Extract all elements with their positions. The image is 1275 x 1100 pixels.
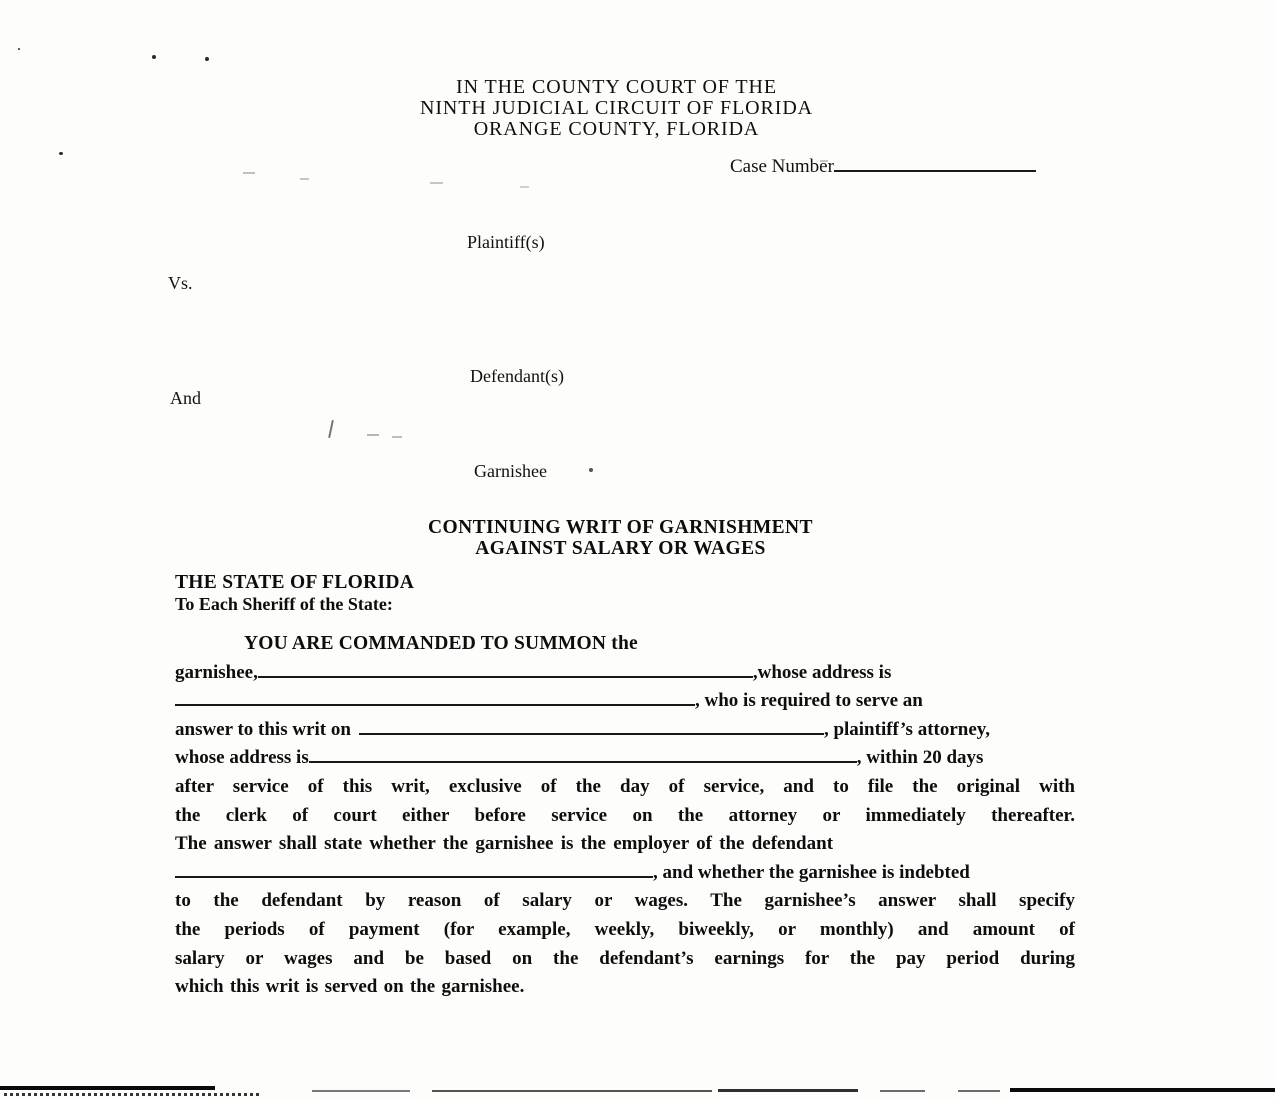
scan-artifact <box>430 182 443 184</box>
indebted-suffix-text: , and whether the garnishee is indebted <box>653 861 970 883</box>
scan-edge-line <box>0 1086 215 1090</box>
scan-artifact <box>152 55 156 59</box>
answer-prefix-text: answer to this writ on <box>175 718 351 740</box>
attorney-name-blank <box>359 719 824 735</box>
writ-body <box>175 630 1075 1002</box>
scan-artifact <box>59 152 63 155</box>
scan-edge-line <box>958 1090 1000 1092</box>
attorney-address-blank <box>309 747 857 763</box>
scan-edge-line <box>432 1090 712 1092</box>
clerk-filing-line: the clerk of court either before service on the attorney or immediately thereafter. <box>175 804 1075 826</box>
scan-artifact <box>589 468 593 472</box>
vs-label: Vs. <box>168 273 193 293</box>
defendant-label: Defendant(s) <box>470 366 564 386</box>
court-header-line-2: NINTH JUDICIAL CIRCUIT OF FLORIDA <box>419 97 814 119</box>
scan-artifact <box>820 160 828 162</box>
attorney-address-suffix-text: , within 20 days <box>856 747 984 769</box>
employer-statement-line: The answer shall state whether the garnishee is the employer of the defendant <box>175 833 834 855</box>
payment-periods-line: the periods of payment (for example, weekly, biweekly, or monthly) and amount of <box>175 918 1075 940</box>
scan-edge-line <box>312 1090 410 1092</box>
served-line: which this writ is served on the garnishee. <box>175 976 525 998</box>
court-header <box>0 77 1254 140</box>
answer-suffix-text: , plaintiff’s attorney, <box>823 718 990 740</box>
document-title <box>0 517 1258 559</box>
defendant-name-line <box>175 859 1075 888</box>
scan-artifact <box>328 420 334 438</box>
scan-artifact <box>243 172 255 174</box>
garnishee-name-blank <box>258 662 753 678</box>
plaintiff-label: Plaintiff(s) <box>467 232 545 252</box>
summon-command-line: YOU ARE COMMANDED TO SUMMON the <box>244 633 638 654</box>
scan-artifact <box>205 57 209 61</box>
scan-artifact <box>367 434 379 436</box>
indebted-line: to the defendant by reason of salary or wages. The garnishee’s answer shall specify <box>175 890 1075 912</box>
document-title-line-1: CONTINUING WRIT OF GARNISHMENT <box>428 517 813 538</box>
attorney-address-line <box>175 744 1075 773</box>
service-terms-line: after service of this writ, exclusive of the day of service, and to file the original with <box>175 775 1075 797</box>
case-number-blank <box>834 156 1036 172</box>
garnishee-label: Garnishee <box>474 461 547 481</box>
answer-to-writ-line <box>175 716 1075 745</box>
scan-edge-line <box>1140 1090 1275 1092</box>
scan-artifact <box>392 436 402 438</box>
document-title-line-2: AGAINST SALARY OR WAGES <box>475 538 766 559</box>
scan-artifact <box>18 48 20 50</box>
and-label: And <box>170 388 201 408</box>
garnishee-address-line <box>175 687 1075 716</box>
state-of-florida-line: THE STATE OF FLORIDA <box>175 572 415 593</box>
scan-artifact <box>300 178 309 180</box>
scan-edge-line <box>4 1093 259 1096</box>
attorney-address-prefix-text: whose address is <box>175 747 309 769</box>
scan-edge-line <box>880 1090 925 1092</box>
garnishee-address-blank <box>175 690 695 706</box>
garnishee-address-suffix-text: , who is required to serve an <box>695 690 923 712</box>
sheriff-address-line: To Each Sheriff of the State: <box>175 594 393 614</box>
case-number-label: Case Number <box>730 156 834 177</box>
garnishee-suffix-text: ,whose address is <box>752 661 892 683</box>
scan-edge-line <box>718 1089 858 1092</box>
court-header-line-3: ORANGE COUNTY, FLORIDA <box>473 118 760 140</box>
garnishee-prefix-text: garnishee, <box>175 661 258 683</box>
garnishee-name-line <box>175 659 1075 688</box>
defendant-name-blank <box>175 862 653 878</box>
earnings-line: salary or wages and be based on the defendant’s earnings for the pay period during <box>175 947 1075 969</box>
case-number-row <box>730 156 1036 178</box>
court-header-line-1: IN THE COUNTY COURT OF THE <box>456 76 777 98</box>
scan-artifact <box>520 186 529 188</box>
